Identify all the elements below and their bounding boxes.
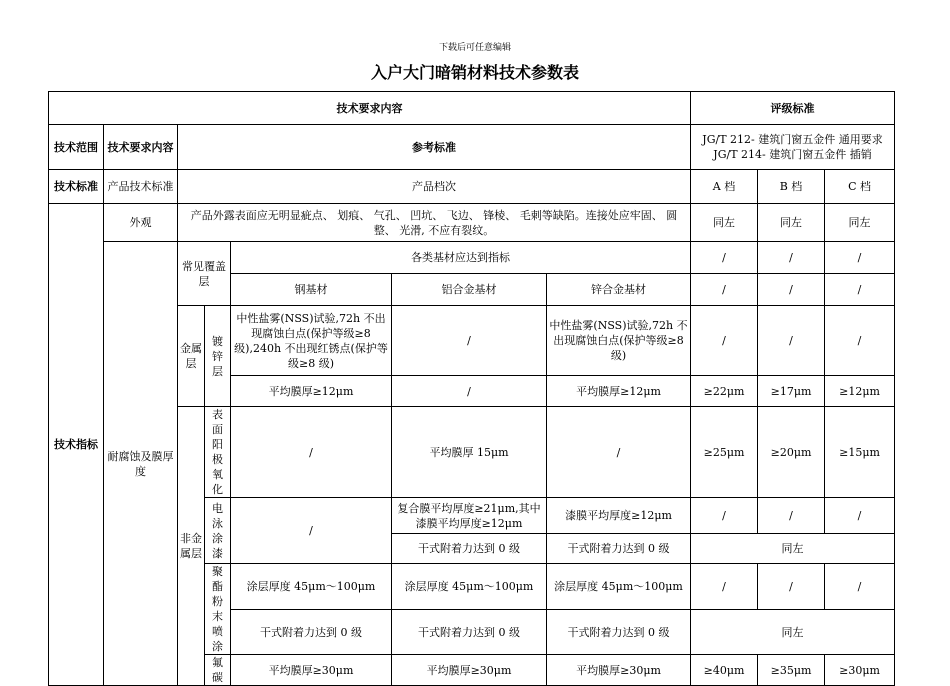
cell-value: / [825, 564, 895, 610]
appearance-c: 同左 [825, 204, 895, 242]
common-cover-label: 常见覆盖层 [178, 242, 231, 306]
galvanized-a: ≥22μm [691, 376, 758, 407]
galvanized-b: ≥17μm [758, 376, 825, 407]
anodize-label: 表面阳极氧化 [205, 407, 231, 498]
aluminum-powder-adhesion: 干式附着力达到 0 级 [392, 610, 547, 655]
tech-standard-label: 技术标准 [49, 170, 104, 204]
header-note: 下载后可任意编辑 [438, 43, 511, 53]
aluminum-anodize-thickness: 平均膜厚 15μm [392, 407, 547, 498]
header-tech-scope: 技术范围 [49, 125, 104, 170]
appearance-label: 外观 [104, 204, 178, 242]
anodize-b: ≥20μm [758, 407, 825, 498]
aluminum-substrate-label: 铝合金基材 [392, 274, 547, 306]
aluminum-fluoro-thickness: 平均膜厚≥30μm [392, 655, 547, 686]
table-row [49, 204, 895, 242]
steel-nss-requirement: 中性盐雾(NSS)试验,72h 不出现腐蚀白点(保护等级≥8 级),240h 不出现红锈点(保护等级≥8 级) [231, 306, 392, 376]
steel-coating-thickness: 涂层厚度 45μm～100μm [231, 564, 392, 610]
cell-value: / [825, 498, 895, 534]
product-grade-label: 产品档次 [178, 170, 691, 204]
cell-value: / [825, 274, 895, 306]
table-row [49, 92, 895, 125]
electro-adhesion-rating: 同左 [691, 534, 895, 564]
tech-index-label: 技术指标 [49, 204, 104, 686]
anodize-a: ≥25μm [691, 407, 758, 498]
zinc-substrate-label: 锌合金基材 [547, 274, 691, 306]
anodize-c: ≥15μm [825, 407, 895, 498]
zinc-fluoro-thickness: 平均膜厚≥30μm [547, 655, 691, 686]
galvanized-c: ≥12μm [825, 376, 895, 407]
spec-table [48, 91, 895, 686]
table-row [49, 125, 895, 170]
cell-value: / [547, 407, 691, 498]
cell-value: / [758, 498, 825, 534]
powder-adhesion-rating: 同左 [691, 610, 895, 655]
aluminum-coating-thickness: 涂层厚度 45μm～100μm [392, 564, 547, 610]
metal-layer-label: 金属层 [178, 306, 205, 407]
zinc-powder-adhesion: 干式附着力达到 0 级 [547, 610, 691, 655]
cell-value: / [691, 306, 758, 376]
cell-value: / [758, 274, 825, 306]
reference-standards-cell [691, 125, 895, 170]
steel-fluoro-thickness: 平均膜厚≥30μm [231, 655, 392, 686]
appearance-b: 同左 [758, 204, 825, 242]
cell-value: / [691, 564, 758, 610]
table-row [49, 170, 895, 204]
cell-value: / [825, 242, 895, 274]
cell-value: / [758, 242, 825, 274]
fluoro-a: ≥40μm [691, 655, 758, 686]
zinc-coating-thickness: 涂层厚度 45μm～100μm [547, 564, 691, 610]
powder-coating-label: 聚酯粉末喷涂 [205, 564, 231, 655]
zinc-paint-thickness: 漆膜平均厚度≥12μm [547, 498, 691, 534]
cell-value: / [231, 407, 392, 498]
standard-jgt214: JG/T 214- 建筑门窗五金件 插销 [713, 148, 872, 161]
header-reference-standard: 参考标准 [178, 125, 691, 170]
fluoro-c: ≥30μm [825, 655, 895, 686]
corrosion-label: 耐腐蚀及膜厚度 [104, 242, 178, 686]
grade-a: A 档 [691, 170, 758, 204]
all-substrate-label: 各类基材应达到指标 [231, 242, 691, 274]
header-rating-standard: 评级标准 [691, 92, 895, 125]
aluminum-composite-film: 复合膜平均厚度≥21μm,其中漆膜平均厚度≥12μm [392, 498, 547, 534]
fluoro-b: ≥35μm [758, 655, 825, 686]
aluminum-adhesion: 干式附着力达到 0 级 [392, 534, 547, 564]
zinc-nss-requirement: 中性盐雾(NSS)试验,72h 不出现腐蚀白点(保护等级≥8 级) [547, 306, 691, 376]
appearance-description: 产品外露表面应无明显疵点、 划痕、 气孔、 凹坑、 飞边、 锋棱、 毛刺等缺陷。连接处应牢固、 圆整、 光滑, 不应有裂纹。 [178, 204, 691, 242]
cell-value: / [758, 306, 825, 376]
steel-substrate-label: 钢基材 [231, 274, 392, 306]
fluorocarbon-label: 氟碳 [205, 655, 231, 686]
zinc-avg-thickness: 平均膜厚≥12μm [547, 376, 691, 407]
cell-value: / [758, 564, 825, 610]
cell-value: / [691, 274, 758, 306]
table-row [49, 242, 895, 274]
galvanized-layer-label: 镀锌层 [205, 306, 231, 407]
cell-value: / [392, 306, 547, 376]
header-tech-req-content: 技术要求内容 [49, 92, 691, 125]
steel-powder-adhesion: 干式附着力达到 0 级 [231, 610, 392, 655]
cell-value: / [231, 498, 392, 564]
cell-value: / [691, 498, 758, 534]
document-title: 入户大门暗销材料技术参数表 [370, 63, 579, 82]
steel-avg-thickness: 平均膜厚≥12μm [231, 376, 392, 407]
cell-value: / [825, 306, 895, 376]
non-metal-layer-label: 非金属层 [178, 407, 205, 686]
zinc-adhesion: 干式附着力达到 0 级 [547, 534, 691, 564]
electrophoresis-label: 电泳涂漆 [205, 498, 231, 564]
header-tech-req-content-2: 技术要求内容 [104, 125, 178, 170]
appearance-a: 同左 [691, 204, 758, 242]
grade-c: C 档 [825, 170, 895, 204]
grade-b: B 档 [758, 170, 825, 204]
cell-value: / [691, 242, 758, 274]
standard-jgt212: JG/T 212- 建筑门窗五金件 通用要求 [702, 133, 883, 146]
product-standard-label: 产品技术标准 [104, 170, 178, 204]
cell-value: / [392, 376, 547, 407]
